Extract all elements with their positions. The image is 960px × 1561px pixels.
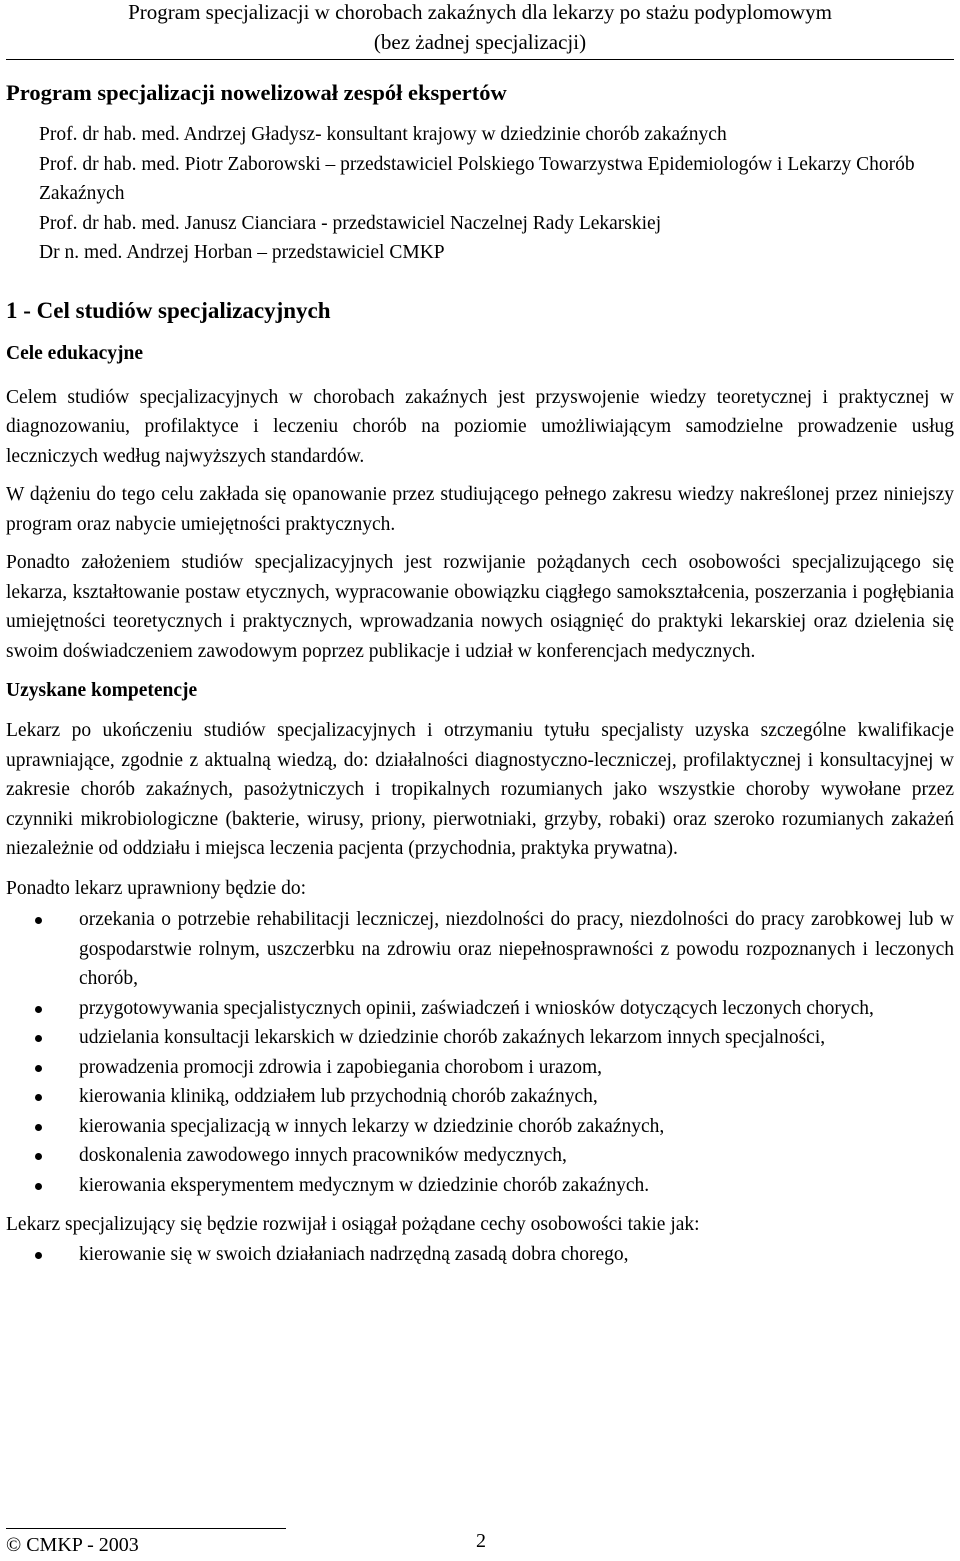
paragraph: Lekarz specjalizujący się będzie rozwijał i osiągał pożądane cechy osobowości takie jak:: [6, 1214, 700, 1235]
header-title-line1: Program specjalizacji w chorobach zakaźnych dla lekarzy po stażu podyplomowym: [128, 0, 832, 24]
rights-list: [6, 905, 954, 1200]
list-item: [6, 994, 954, 1024]
copyright-text: © CMKP - 2003: [6, 1534, 139, 1556]
paragraph: Ponadto lekarz uprawniony będzie do:: [6, 877, 306, 899]
expert-item: Prof. dr hab. med. Janusz Cianciara - przedstawiciel Naczelnej Rady Lekarskiej: [39, 212, 662, 234]
traits-list: [6, 1240, 954, 1270]
list-item: [6, 1023, 954, 1053]
list-item-text: kierowanie się w swoich działaniach nadrzędną zasadą dobra chorego,: [79, 1243, 629, 1265]
bullet-icon: [35, 1153, 42, 1160]
bullet-icon: [35, 1183, 42, 1190]
bullet-icon: [35, 1094, 42, 1101]
list-item-text: doskonalenia zawodowego innych pracowników medycznych,: [79, 1145, 567, 1166]
header-divider: [6, 59, 954, 60]
bullet-icon: [35, 1252, 42, 1259]
list-item: [6, 1112, 954, 1142]
list-item: [6, 1082, 954, 1112]
header-title-line2: (bez żadnej specjalizacji): [373, 30, 587, 54]
list-item-text: prowadzenia promocji zdrowia i zapobiegania chorobom i urazom,: [79, 1056, 603, 1078]
experts-heading: Program specjalizacji nowelizował zespół ekspertów: [6, 80, 507, 105]
section-heading: 1 - Cel studiów specjalizacyjnych: [6, 297, 331, 323]
list-item-text: orzekania o potrzebie rehabilitacji leczniczej, niezdolności do pracy, niezdolności do pracy zarobkowej lub w gospodarstwie rolnym, uszczerbku na zdrowiu oraz niepełnosprawności z powodu rozpoznanych i leczonych chorób,: [79, 909, 954, 989]
subsection-heading-goals: Cele edukacyjne: [6, 342, 144, 364]
list-item: [6, 1141, 954, 1171]
bullet-icon: [35, 1035, 42, 1042]
list-item-text: przygotowywania specjalistycznych opinii, zaświadczeń i wniosków dotyczących leczonych chorych,: [79, 997, 874, 1019]
list-item-text: kierowania kliniką, oddziałem lub przychodnią chorób zakaźnych,: [79, 1086, 598, 1107]
expert-item: Prof. dr hab. med. Andrzej Gładysz- konsultant krajowy w dziedzinie chorób zakaźnych: [39, 124, 727, 145]
document-page: [6, 0, 954, 1269]
paragraph: Lekarz po ukończeniu studiów specjalizacyjnych i otrzymaniu tytułu specjalisty uzyska szczególne kwalifikacje uprawniające, zgodnie z aktualną wiedzą, do: działalności diagnostyczno-leczniczej, profilaktycznej i konsultacyjnej w zakresie chorób zakaźnych, pasożytniczych i tropikalnych rozumianych jako wszystkie choroby wywołane przez czynniki mikrobiologiczne (bakterie, wirusy, priony, pierwotniaki, grzyby, robaki) oraz szeroko rozumianych zakażeń niezależnie od oddziału i miejsca leczenia pacjenta (przychodnia, praktyka prywatna).: [6, 720, 954, 859]
paragraph: Celem studiów specjalizacyjnych w chorobach zakaźnych jest przyswojenie wiedzy teoretycznej i praktycznej w diagnozowaniu, profilaktyce i leczeniu chorób na poziomie umożliwiającym samodzielne prowadzenie usług leczniczych według najwyższych standardów.: [6, 386, 954, 467]
footer-divider: [6, 1528, 286, 1529]
list-item: [6, 1053, 954, 1083]
bullet-icon: [35, 1124, 42, 1131]
subsection-heading-competences: Uzyskane kompetencje: [6, 680, 198, 701]
page-header: [6, 0, 954, 57]
paragraph: Ponadto założeniem studiów specjalizacyjnych jest rozwijanie pożądanych cech osobowości specjalizującego się lekarza, kształtowanie postaw etycznych, wypracowanie obowiązku ciągłego samokształcenia, poszerzania i pogłębiania umiejętności teoretycznych i praktycznych, wprowadzania nowych osiągnięć do praktyki lekarskiej oraz dzielenia się swoim doświadczeniem zawodowym poprzez publikacje i udział w konferencjach medycznych.: [6, 552, 954, 662]
list-item: [6, 905, 954, 994]
bullet-icon: [35, 917, 42, 924]
paragraph: W dążeniu do tego celu zakłada się opanowanie przez studiującego pełnego zakresu wiedzy nakreślonej przez niniejszy program oraz nabycie umiejętności praktycznych.: [6, 484, 954, 535]
expert-item: Dr n. med. Andrzej Horban – przedstawiciel CMKP: [39, 242, 445, 263]
list-item: [6, 1240, 954, 1270]
expert-item: Prof. dr hab. med. Piotr Zaborowski – przedstawiciel Polskiego Towarzystwa Epidemiologów i Lekarzy Chorób Zakaźnych: [39, 153, 915, 204]
bullet-icon: [35, 1006, 42, 1013]
list-item: [6, 1171, 954, 1201]
list-item-text: udzielania konsultacji lekarskich w dziedzinie chorób zakaźnych lekarzom innych specjalności,: [79, 1027, 826, 1048]
page-number: 2: [476, 1530, 486, 1552]
experts-list: [39, 120, 954, 268]
bullet-icon: [35, 1065, 42, 1072]
list-item-text: kierowania specjalizacją w innych lekarzy w dziedzinie chorób zakaźnych,: [79, 1115, 665, 1137]
list-item-text: kierowania eksperymentem medycznym w dziedzinie chorób zakaźnych.: [79, 1174, 650, 1196]
